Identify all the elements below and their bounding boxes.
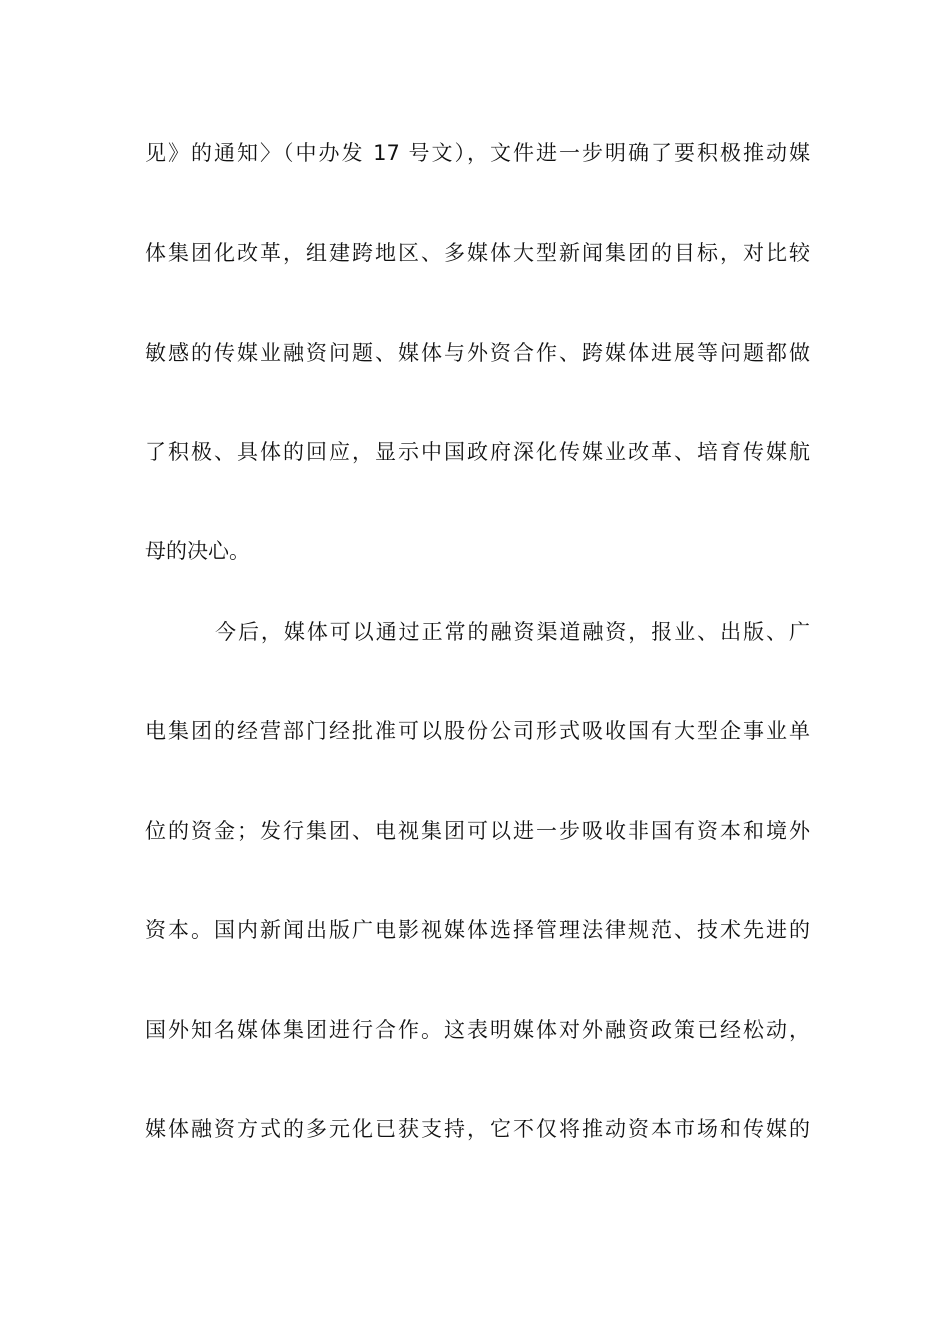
text-line-1: 见》的通知〉（中办发 17 号文），文件进一步明确了要积极推动媒 — [145, 141, 810, 165]
text-line-10: 国外知名媒体集团进行合作。这表明媒体对外融资政策已经松动， — [145, 1018, 810, 1042]
text-line-4: 了积极、具体的回应，显示中国政府深化传媒业改革、培育传媒航 — [145, 440, 810, 464]
text-line-11: 媒体融资方式的多元化已获支持，它不仅将推动资本市场和传媒的 — [145, 1117, 810, 1141]
text-line-2: 体集团化改革，组建跨地区、多媒体大型新闻集团的目标，对比较 — [145, 241, 810, 265]
text-line-9: 资本。国内新闻出版广电影视媒体选择管理法律规范、技术先进的 — [145, 918, 810, 942]
text-line-5: 母的决心。 — [145, 539, 250, 563]
text-line-6: 今后，媒体可以通过正常的融资渠道融资，报业、出版、广 — [215, 620, 810, 644]
text-line-7: 电集团的经营部门经批准可以股份公司形式吸收国有大型企事业单 — [145, 719, 810, 743]
text-line-8: 位的资金；发行集团、电视集团可以进一步吸收非国有资本和境外 — [145, 819, 810, 843]
text-line-3: 敏感的传媒业融资问题、媒体与外资合作、跨媒体进展等问题都做 — [145, 341, 810, 365]
